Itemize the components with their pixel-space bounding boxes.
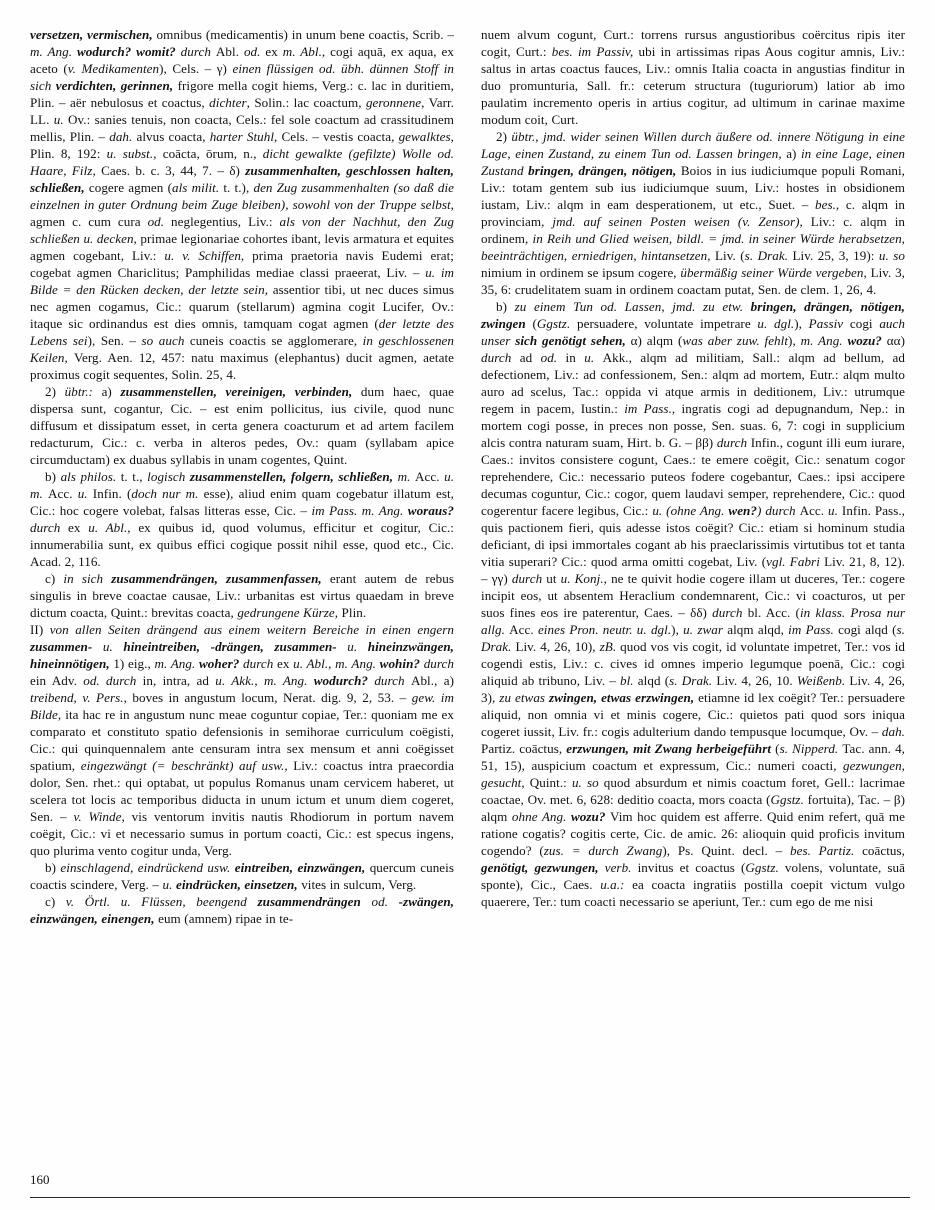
text-run: prima praetoria navis Eudemi erat; cogebat agmen Chariclitus; Pamphilidas mediae classi praeerat, Liv. – <box>30 248 454 280</box>
text-run: αα) <box>886 333 905 348</box>
text-run: wohin? <box>379 656 424 671</box>
text-run: Acc. <box>415 469 445 484</box>
text-run: durch <box>712 605 748 620</box>
text-run: ubi in artissimas ripas Aous cogitur amnis, Liv.: saltus in artas coactus fauces, Liv.: omnis Italia coacta in angustias finditur in duo promunturia, Sall. fr.: ceterum structura (tuguriorum) latior ab imo paulatim incremento operis in artius cogitur, ad ultimum in carinae maxime modum coit, Curt. <box>481 44 906 127</box>
text-run: bes. im Passiv, <box>551 44 639 59</box>
text-run: wodurch? <box>313 673 375 688</box>
text-run: gew. im Bilde, <box>30 690 455 722</box>
text-run: zusammenstellen, vereinigen, verbinden, <box>120 384 361 399</box>
text-run: ad <box>519 350 541 365</box>
text-run: übtr.: <box>64 384 102 399</box>
text-run: c) <box>45 571 64 586</box>
text-run: -zwängen, einzwängen, einengen, <box>30 894 455 926</box>
text-run: u. Abl., m. Ang. <box>293 656 380 671</box>
text-run: Vim hoc quidem est afferre. Quid enim refert, quā me ratione cogatis? cogitis certe, Cic. de amic. 26: alioquin quid proficis invitum cogendo? ( <box>481 809 905 858</box>
text-run: , Varr. LL. <box>30 95 455 127</box>
paragraph <box>30 893 454 927</box>
text-run: in geschlossenen Keilen, <box>30 333 455 365</box>
text-run: erant autem de rebus singulis in breve coactae causae, Liv.: urbanitas est virtus quaedam in breve dictum coacta, Quint.: brevitas coacta, <box>30 571 455 620</box>
text-run: Infin. Pass., quis pactionem fieri, quis adesse istos coëgit? Cic.: etiam si hominum studia deficiant, di ipsi immortales cogant ab his praeclarissimis virtutibus tot et tanta vitia superari? Cic.: quod arma omitti cogebat, Liv. ( <box>481 503 905 569</box>
text-run: dum haec, quae dispersa sunt, cogantur, Cic. – est enim pollicitus, ius civile, quod nunc diffusum et dissipatum esset, in certa genera coacturum et ad artem facilem redacturum, Cic.: c. verba in alteros pedes, Ov.: quam (syllabam apice circumductam) ex duabus syllabis in unam cogentes, Quint. <box>30 384 454 467</box>
text-run: ), <box>788 333 801 348</box>
text-run: zusammendrängen, zusammenfassen, <box>111 571 330 586</box>
text-run: im Pass. m. Ang. <box>311 503 408 518</box>
paragraph <box>481 298 905 910</box>
text-run: durch <box>423 656 454 671</box>
text-run: eum (amnem) ripae in te- <box>158 911 294 926</box>
text-run: dichter <box>209 95 247 110</box>
text-run: wozu? <box>570 809 610 824</box>
text-run: ea coacta ingratiis postilla coepit victum vulgo quaerere, Ter.: tum coacti necessario se aperiunt, Ter.: cum ego de me nisi <box>481 877 905 909</box>
text-run: jmd. auf seinen Posten weisen (v. Zensor), <box>552 214 811 229</box>
text-run: , Plin. 8, 192: <box>30 129 454 161</box>
text-run: frigore mella cogit hiems, Verg.: c. lac in duritiem, Plin. – aër nebulosus et coactus, <box>30 78 454 110</box>
text-run: Partiz. coāctus, <box>481 741 567 756</box>
text-run: agmen c. cum cura <box>30 214 148 229</box>
text-run: od. <box>147 214 172 229</box>
paragraph <box>30 26 454 383</box>
text-run: c. alqm in provinciam, <box>481 197 905 229</box>
text-run: od. durch <box>83 673 143 688</box>
text-run: quercum cuneis coactis scindere, Verg. – <box>30 860 454 892</box>
text-run: Verg. Aen. 12, 457: natu maximus (elephantus) ducit agmen, aetate proximus cogit sequentes, Solin. 25, 4. <box>30 350 454 382</box>
text-run: alqm alqd, <box>727 622 789 637</box>
text-run: ), Cels. – γ) <box>159 61 233 76</box>
text-run: Infin., cogunt illi eum iurare, Caes.: invitos consistere cogunt, Caes.: te emere coëgit, Cic.: senatum cogor reprehendere, Cic.: necessario puteos fodere cogebantur, Caes.: ipsi accipere decumas coguntur, Cic.: cogor, quem laudavi semper, reprehendere, Cic.: quod cogerentur facere legibus, Cic.: <box>481 435 905 518</box>
text-run: in Reih und Glied weisen, bildl. = jmd. in seiner Würde herabsetzen, beeinträchtigen, erniedrigen, hintansetzen, <box>481 231 905 263</box>
text-run: u.a.: <box>600 877 633 892</box>
text-run: Liv.: c. alqm in ordinem, <box>481 214 905 246</box>
paragraph <box>30 859 454 893</box>
text-run: a) <box>101 384 121 399</box>
text-run: b) <box>45 860 61 875</box>
text-run: ( <box>532 316 537 331</box>
text-run: omnibus (medicamentis) in unum bene coactis, Scrib. – <box>156 27 455 42</box>
text-run: der letzte des Lebens sei <box>30 316 455 348</box>
text-run: durch <box>30 520 69 535</box>
text-run: v. Örtl. u. Flüssen, beengend <box>65 894 258 909</box>
text-run: , Solin.: lac coactum, <box>246 95 366 110</box>
text-run: u. subst., <box>106 146 163 161</box>
text-run: bes. Partiz. <box>789 843 863 858</box>
text-run: vis ventorum invitis nautis Rhodiorum in portum navem coëgit, Cic.: vi et necessario sumus in portum coacti, Cic.: est specus ingens, quo plurima vento cogitur unda, Verg. <box>30 809 455 858</box>
text-run: erzwungen, mit Zwang herbeigeführt <box>566 741 776 756</box>
text-run: Passiv <box>808 316 850 331</box>
text-run: alqd ( <box>637 673 670 688</box>
text-run: u. <box>347 639 368 654</box>
text-run: in eine Lage, einen Zustand <box>481 146 906 178</box>
left-column <box>30 26 454 927</box>
text-run: zu einem Tun od. Lassen, jmd. zu etw. <box>514 299 751 314</box>
text-run: Acc. <box>799 503 829 518</box>
text-run: genötigt, gezwungen, <box>481 860 605 875</box>
text-run: Liv. 3, 35, 6: crudelitatem suam in ordinem coactam putat, Sen. de clem. 1, 26, 4. <box>481 265 905 297</box>
text-run: Liv. ( <box>714 248 745 263</box>
text-run: ne te quivit hodie cogere illam ut duceres, Ter.: cogere incipit eos, ut absentem Heraclium condemnarent, Cic.: vi coacturos, ut per suos fines eos ire paterentur, Caes. – δδ) <box>481 571 905 620</box>
text-run: u. so <box>571 775 604 790</box>
text-run: ita hac re in angustum nunc meae coguntur copiae, Ter.: quoniam me ex comparato et constituto spatio defensionis in semihorae curriculum coëgisti, Cic.: qui quinquennalem ante censuram intra sex mensum et anni coëgisset spatium, <box>30 707 454 773</box>
text-run: eindrücken, einsetzen, <box>175 877 302 892</box>
text-run: gewalktes <box>398 129 451 144</box>
text-run: invitus et coactus ( <box>637 860 746 875</box>
text-run: boves in angustum locum, Nerat. dig. 9, 2, 53. – <box>132 690 412 705</box>
text-run: ein Adv. <box>30 673 84 688</box>
text-run: nuem alvum cogunt, Curt.: torrens rursus angustioribus coërcitus ripis iter cogit, Curt.: <box>481 27 905 59</box>
text-run: fortuita), Tac. – β) alqm <box>481 792 905 824</box>
text-run: u. v. Schiffen, <box>164 248 253 263</box>
text-run: wozu? <box>847 333 887 348</box>
text-run: Boios in ius iudiciumque populi Romani, Liv.: totam gentem sub ius iudiciumque suum, Liv.: hostes in obsidionem iustam, Liv.: alqm in eam desperationem, ut etc., Suet. – <box>481 163 906 212</box>
text-run: ohne Ang. <box>511 809 571 824</box>
text-run: Liv. 4, 26, 3), <box>481 673 905 705</box>
text-run: ( <box>775 741 780 756</box>
text-run: u. Konj., <box>560 571 612 586</box>
text-run: b) <box>45 469 61 484</box>
text-run: m. Abl., <box>282 44 331 59</box>
paragraph <box>481 128 905 298</box>
text-run: s. Drak. <box>481 622 905 654</box>
text-run: a) <box>786 146 801 161</box>
text-run: Liv. 4, 26, 10. <box>716 673 797 688</box>
paragraph <box>30 570 454 621</box>
text-run: Ggstz. <box>745 860 785 875</box>
footer-rule <box>30 1197 910 1198</box>
text-run: 2) <box>496 129 512 144</box>
text-run: zu etwas <box>499 690 550 705</box>
text-run: Ggstz. <box>770 792 808 807</box>
text-run: v. Winde, <box>73 809 132 824</box>
text-run: t. t.), <box>223 180 254 195</box>
text-run: s. Drak. <box>744 248 793 263</box>
text-run: u. im Bilde = den Rücken decken, der letzte sein, <box>30 265 455 297</box>
text-run: u. dgl. <box>757 316 795 331</box>
text-run: persuadere, voluntate impetrare <box>576 316 758 331</box>
text-run: alvus coacta, <box>136 129 210 144</box>
right-column <box>481 26 905 927</box>
text-run: gedrungene Kürze, <box>237 605 342 620</box>
text-run: woraus? <box>407 503 454 518</box>
text-run: s. Drak. <box>669 673 717 688</box>
text-run: zusammen- <box>30 639 103 654</box>
text-run: bl. <box>620 673 638 688</box>
text-run: verb. <box>604 860 638 875</box>
text-run: zusammenstellen, folgern, schließen, <box>189 469 398 484</box>
text-run: od. <box>540 350 566 365</box>
text-run: Abl. <box>215 44 244 59</box>
text-run: wen? <box>728 503 757 518</box>
text-run: durch <box>481 350 520 365</box>
text-run: s. Nipperd. <box>779 741 843 756</box>
text-run: den Zug zusammenhalten (so daß die einzelnen in guter Ordnung beim Zuge bleiben), sowohl von der Truppe selbst, <box>30 180 454 212</box>
text-run: u. Akk., m. Ang. <box>215 673 314 688</box>
text-run: ex <box>277 656 294 671</box>
text-run: u. <box>828 503 842 518</box>
text-run: nimium in ordinem se ipsum cogere, <box>481 265 681 280</box>
text-run: wodurch? womit? <box>77 44 181 59</box>
text-run: treibend, v. Pers., <box>30 690 133 705</box>
text-run: Liv. 4, 26, 10), <box>515 639 600 654</box>
text-run: u. zwar <box>683 622 728 637</box>
text-run: übermäßig seiner Würde vergeben, <box>680 265 871 280</box>
text-run: u. <box>77 486 93 501</box>
text-run: od. <box>371 894 399 909</box>
text-run: Liv. 25, 3, 19): <box>792 248 879 263</box>
text-run: od. <box>243 44 266 59</box>
text-run: in, intra, ad <box>142 673 216 688</box>
text-run: in klass. Prosa nur allg. <box>481 605 905 637</box>
text-run: c) <box>45 894 66 909</box>
text-run: coācta, ōrum, n., <box>162 146 263 161</box>
text-run: cogi <box>849 316 880 331</box>
text-run: hineinzwängen, hineinnötigen, <box>30 639 454 671</box>
text-run: Quint.: <box>529 775 572 790</box>
text-run: Akk., alqm ad militiam, Sall.: alqm ad bellum, ad defectionem, Liv.: ad confessionem, Sen.: alqm ad mortem, Eutr.: alqm multo auro ad scelus, Tac.: oppida vi atque armis in deditionem, Liv.: utrumque regem in pacem, Iustin.: <box>481 350 906 416</box>
text-run: quod vos vis cogit, id voluntate impetret, Ter.: vos id cogendi estis, Liv.: c. cives id omnes imperio legumque poenā, Cic.: cogi aliquid ab tribuno, Liv. – <box>481 639 905 688</box>
text-run: volens, voluntate, suā sponte), Cic., Caes. <box>481 860 905 892</box>
text-columns <box>30 26 905 927</box>
text-run: primae legionariae cohortes ibant, levis armatura et equites agmen cogebant, Liv.: <box>30 231 454 263</box>
text-run: im Pass., <box>624 401 682 416</box>
text-run: u. <box>584 350 603 365</box>
text-run: ) durch <box>756 503 800 518</box>
text-run: so auch <box>141 333 190 348</box>
text-run: Acc. <box>47 486 78 501</box>
text-run: , Caes. b. c. 3, 44, 7. – δ) <box>92 163 246 178</box>
text-run: logisch <box>147 469 190 484</box>
text-run: ex quibus id, quod volumus, efficitur et cogitur, Cic.: innumerabilia sunt, ex quibus effici cogique possit nihil esse, quod etc., Cic. Acad. 2, 116. <box>30 520 454 569</box>
text-run: vgl. Fabri <box>766 554 825 569</box>
text-run: m. Ang. <box>800 333 848 348</box>
text-run: u. <box>162 877 176 892</box>
text-run: α) alqm ( <box>630 333 683 348</box>
text-run: u. so <box>878 248 905 263</box>
text-run: zwingen, etwas erzwingen, <box>549 690 699 705</box>
text-run: 1) eig., <box>113 656 155 671</box>
text-run: als milit. <box>171 180 224 195</box>
text-run: bringen, drängen, nötigen, <box>528 163 681 178</box>
text-run: als von der Nachhut, den Zug schließen u. decken, <box>30 214 454 246</box>
text-run: Weißenb. <box>796 673 850 688</box>
text-run: gezwungen, gesucht, <box>481 758 905 790</box>
text-run: was aber zuw. fehlt <box>682 333 789 348</box>
text-run: u. <box>102 639 124 654</box>
text-run: Ggstz. <box>536 316 577 331</box>
text-run: in sich <box>63 571 112 586</box>
text-run: dicht gewalkte (gefilzte) Wolle od. Haare, Filz <box>30 146 455 178</box>
text-run: durch <box>180 44 216 59</box>
text-run: t. t., <box>120 469 148 484</box>
text-run: II) <box>30 622 50 637</box>
text-run: quod absurdum et nimis coactum foret, Gell.: lacrimae coactae, Ov. met. 6, 628: deditio coacta, mors coacta ( <box>481 775 905 807</box>
text-run: bes., <box>815 197 846 212</box>
text-run: eines Pron. neutr. u. dgl. <box>537 622 672 637</box>
paragraph <box>481 26 905 128</box>
text-run: von allen Seiten drängend aus einem weitern Bereiche in einen engern <box>49 622 454 637</box>
text-run: im Pass. <box>788 622 839 637</box>
text-run: in <box>565 350 585 365</box>
text-run: eingezwängt (= beschränkt) auf usw., <box>80 758 294 773</box>
text-run: cogi alqd ( <box>838 622 897 637</box>
text-run: versetzen, vermischen, <box>30 27 157 42</box>
text-run: Liv.: coactus intra praecordia dolor, Sen. rhet.: qui optabat, ut populus Romanus unam cervicem haberet, ut scelera tot locis ac temporibus diducta in unum ictum et unum diem cogeret, Sen. – <box>30 758 454 824</box>
text-run: ), <box>671 622 684 637</box>
text-run: durch <box>511 571 547 586</box>
text-run: Acc. <box>509 622 538 637</box>
text-run: zusammenhalten, geschlossen halten, schließen, <box>30 163 454 195</box>
text-run: woher? <box>199 656 243 671</box>
text-run: auch unser <box>481 316 905 348</box>
text-run: b) <box>496 299 515 314</box>
text-run: harter Stuhl <box>209 129 275 144</box>
text-run: doch nur m. <box>131 486 204 501</box>
text-run: assentior tibi, ut nec duces simus nec agmen cogamus, Cic.: quarum (stellarum) agmina cogit Lucifer, Ov.: itaque sic ordinandus est dies omnis, tamquam cogat agmen ( <box>30 282 454 331</box>
text-run: dah. <box>109 129 137 144</box>
text-run: esse), aliud enim quam cogebatur illatum est, Cic.: hoc cogere volebat, falsas litteras esse, Cic. – <box>30 486 454 518</box>
text-run: bl. Acc. ( <box>747 605 800 620</box>
text-run: u. m. <box>30 469 455 501</box>
text-run: sich genötigt sehen, <box>515 333 631 348</box>
text-run: cuneis coactis se agglomerare, <box>189 333 363 348</box>
text-run: m. Ang. <box>30 44 77 59</box>
text-run: zus. = durch Zwang <box>543 843 663 858</box>
text-run: ), Sen. – <box>87 333 142 348</box>
text-run: ut <box>546 571 561 586</box>
text-run: cogere agmen ( <box>88 180 172 195</box>
text-run: zusammendrängen <box>257 894 372 909</box>
text-run: u. <box>53 112 69 127</box>
text-run: u. Abl., <box>88 520 139 535</box>
paragraph <box>30 383 454 468</box>
text-run: u. (ohne Ang. <box>652 503 729 518</box>
text-run: Tac. ann. 4, 51, 15), auspicium coactum et expressum, Cic.: numeri coacti, <box>481 741 905 773</box>
text-run: durch <box>374 673 411 688</box>
text-run: cogi aquā, ex aqua, ex aceto ( <box>30 44 454 76</box>
text-run: übtr., jmd. wider seinen Willen durch äußere od. innere Nötigung in eine Lage, einen Zustand, zu einem Tun od. Lassen bringen, <box>481 129 905 161</box>
text-run: durch <box>243 656 277 671</box>
text-run: einschlagend, eindrückend usw. <box>60 860 235 875</box>
text-run: zB. <box>599 639 621 654</box>
text-run: neglegentius, Liv.: <box>171 214 280 229</box>
page-number: 160 <box>30 1172 50 1187</box>
text-run: durch <box>716 435 751 450</box>
text-run: Abl., a) <box>410 673 454 688</box>
text-run: v. Medikamenten <box>67 61 160 76</box>
text-run: bringen, drängen, nötigen, zwingen <box>481 299 905 331</box>
text-run: dah. <box>881 724 905 739</box>
text-run: Ov.: sanies tenuis, non coacta, Cels.: fel sole coactum ad crassitudinem mellis, Plin. – <box>30 112 454 144</box>
text-run: eintreiben, einzwängen, <box>234 860 370 875</box>
text-run: 2) <box>45 384 65 399</box>
text-run: vites in sulcum, Verg. <box>301 877 417 892</box>
text-run: Infin. ( <box>92 486 132 501</box>
text-run: hineintreiben, -drängen, zusammen- <box>123 639 348 654</box>
text-run: coāctus, <box>862 843 905 858</box>
text-run: verdichten, gerinnen, <box>55 78 178 93</box>
text-run: geronnene <box>365 95 422 110</box>
text-run: ex <box>265 44 283 59</box>
text-run: ), <box>794 316 809 331</box>
text-run: ), Ps. Quint. decl. – <box>662 843 790 858</box>
text-run: ingratis cogi ad depugnandum, Nep.: in mortem cogi posse, in preces non posse, Sen. suas. 6, 7: cogi in supplicium alcis contra naturam suam, Hirt. b. G. – ββ) <box>481 401 906 450</box>
paragraph <box>30 468 454 570</box>
text-run: m. Ang. <box>154 656 199 671</box>
text-run: Liv. 21, 8, 12). – γγ) <box>481 554 905 586</box>
text-run: ex <box>68 520 89 535</box>
text-run: , Cels. – vestis coacta, <box>274 129 399 144</box>
text-run: Plin. <box>341 605 367 620</box>
text-run: als philos. <box>60 469 121 484</box>
text-run: etiamne id lex coëgit? Ter.: persuadere aliquid, non omnia vi et minis cogere, Cic.: quietos pati quod sors iniqua cogeret iussit, Liv. fr.: cogis adulterium dando tempusque locumque, Ov. – <box>481 690 906 739</box>
text-run: m. <box>397 469 415 484</box>
text-run: einen flüssigen od. übh. dünnen Stoff in sich <box>30 61 454 93</box>
paragraph <box>30 621 454 859</box>
